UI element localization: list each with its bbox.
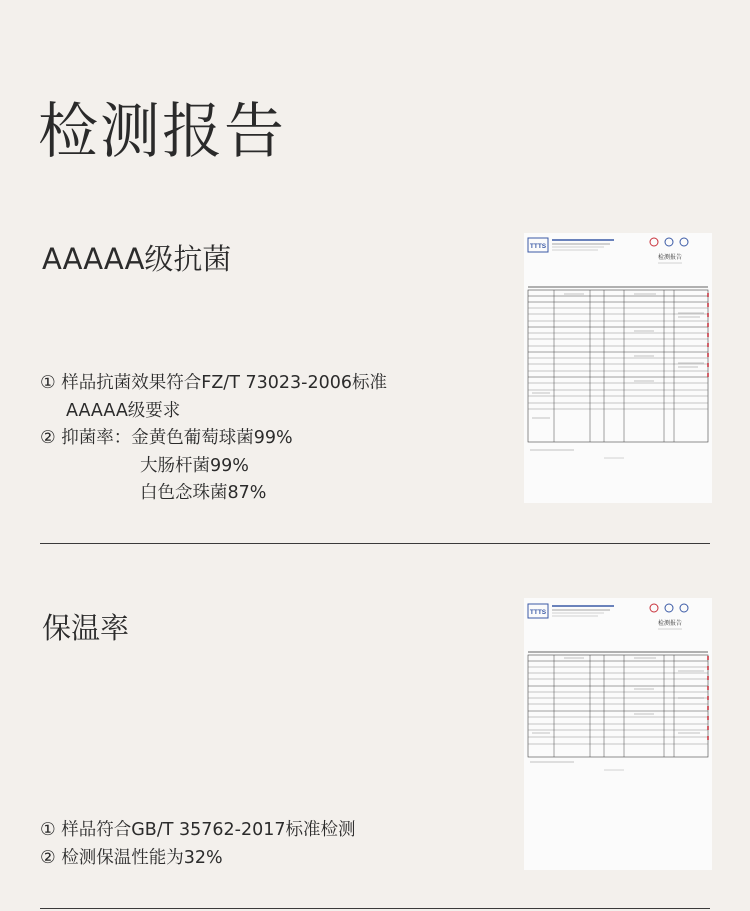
page-title: 检测报告 (38, 97, 286, 167)
report-logo-text: TTTS (529, 609, 547, 616)
test-report-image-2 (524, 598, 712, 870)
description-line: ② 检测保温性能为32% (40, 847, 223, 868)
description-line: ① 样品符合GB/T 35762-2017标准检测 (40, 820, 356, 840)
section-divider (40, 543, 710, 544)
description-line: 白色念珠菌87% (140, 483, 267, 503)
description-line: 大肠杆菌99% (140, 455, 249, 476)
report-header: 检测报告 (657, 254, 683, 261)
description-line: AAAAA级要求 (66, 400, 181, 421)
description-line: ① 样品抗菌效果符合FZ/T 73023-2006标准 (40, 373, 387, 393)
section-heading-antibacterial: AAAAA级抗菌 (42, 242, 232, 276)
test-report-image-1 (524, 233, 712, 503)
section-divider (40, 908, 710, 909)
antibacterial-description (40, 370, 387, 508)
thermal-description (40, 817, 356, 872)
section-heading-thermal: 保温率 (42, 611, 130, 645)
report-header: 检测报告 (657, 620, 683, 627)
report-document-2 (524, 598, 712, 870)
report-logo-text: TTTS (529, 243, 547, 250)
report-document-1 (524, 233, 712, 503)
description-line: ② 抑菌率：金黄色葡萄球菌99% (40, 428, 293, 448)
